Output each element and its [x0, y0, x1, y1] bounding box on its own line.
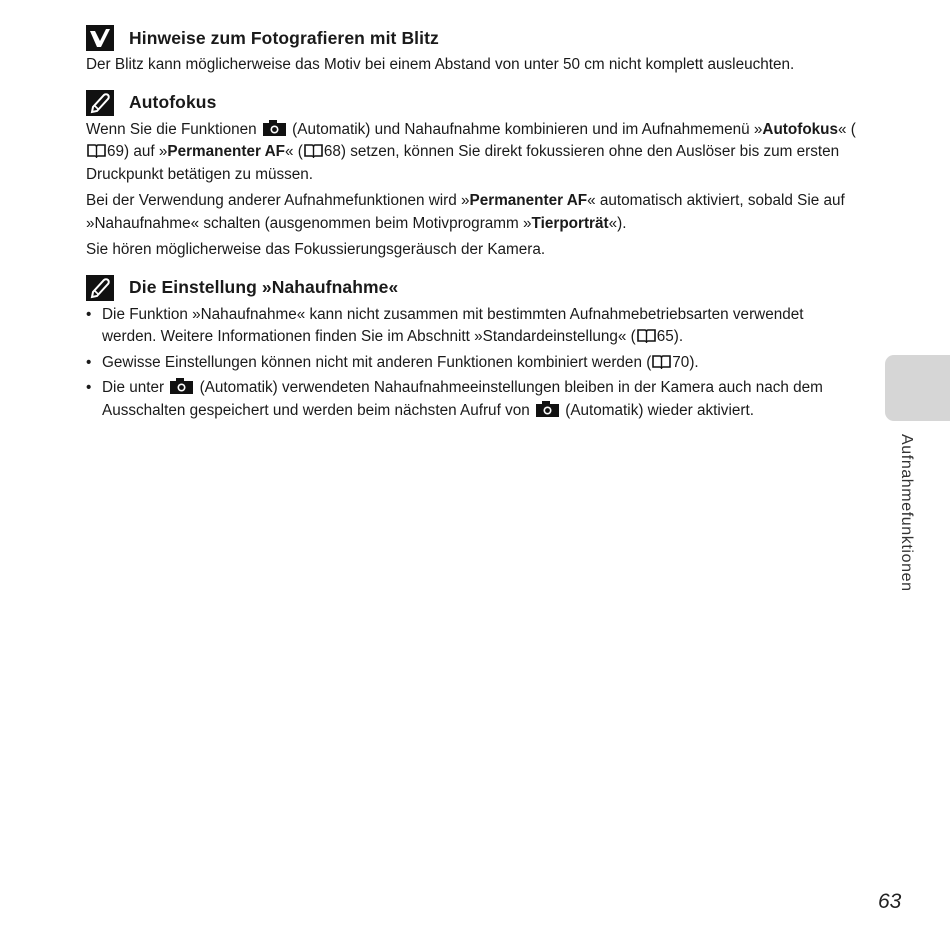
page-number: 63	[878, 890, 902, 913]
camera-icon	[263, 120, 286, 136]
camera-icon	[536, 401, 559, 417]
text-run: ).	[689, 353, 699, 371]
page-content	[86, 24, 862, 434]
paragraph: Sie hören möglicherweise das Fokussierungsgeräusch der Kamera.	[86, 241, 546, 258]
list-item	[86, 377, 862, 422]
section-title: Hinweise zum Fotografieren mit Blitz	[129, 27, 439, 48]
book-reference-icon	[652, 354, 671, 368]
bullet: •	[86, 379, 92, 396]
chapter-label: Aufnahmefunktionen	[898, 434, 915, 592]
section-autofocus	[86, 89, 862, 262]
menu-term: Autofokus	[762, 120, 839, 138]
section-heading	[86, 274, 862, 302]
book-reference-icon	[637, 328, 656, 342]
bullet: •	[86, 353, 92, 371]
text-run: « (	[285, 143, 303, 160]
section-title: Die Einstellung »Nahaufnahme«	[129, 277, 399, 297]
text-run: (Automatik) wieder aktiviert.	[565, 401, 754, 419]
book-reference-icon	[304, 143, 323, 157]
paragraph: Der Blitz kann möglicherweise das Motiv bei einem Abstand von unter 50 cm nicht komplett ausleuchten.	[86, 56, 795, 73]
list-item-text	[102, 377, 862, 422]
section-flash-notes	[86, 24, 862, 77]
chapter-tab[interactable]	[885, 355, 950, 421]
text-run: «).	[608, 214, 627, 232]
text-run: « automatisch aktiviert, sobald Sie auf »Nahaufnahme« schalten (ausgenommen beim Motivprogramm »	[86, 192, 845, 232]
text-run: ) setzen, können Sie direkt fokussieren ohne den Auslöser bis zum ersten Druckpunkt betätigen zu müssen.	[86, 143, 840, 183]
list-item	[86, 352, 862, 375]
section-title: Autofokus	[129, 92, 217, 112]
text-run: Gewisse Einstellungen können nicht mit anderen Funktionen kombiniert werden (	[102, 353, 652, 371]
text-run: (Automatik) verwendeten Nahaufnahmeeinstellungen bleiben in der Kamera auch nach dem Ausschalten gespeichert und werden beim nächsten Aufruf von	[102, 379, 823, 419]
paragraph	[86, 119, 862, 187]
page-reference[interactable]: 70	[672, 353, 690, 371]
pencil-note-icon	[86, 90, 114, 116]
text-run: Wenn Sie die Funktionen	[86, 120, 257, 138]
page-reference[interactable]: 65	[656, 328, 674, 345]
list-item	[86, 304, 862, 349]
paragraph	[86, 190, 862, 235]
text-run: ).	[673, 328, 684, 345]
text-run: Die Funktion »Nahaufnahme« kann nicht zusammen mit bestimmten Aufnahmebetriebsarten verwendet werden. Weitere Informationen finden Sie im Abschnitt »Standardeinstellung« (	[102, 305, 804, 345]
section-closeup-setting	[86, 274, 862, 423]
text-run: Bei der Verwendung anderer Aufnahmefunktionen wird »	[86, 192, 470, 209]
bullet: •	[86, 305, 92, 323]
text-run: Die unter	[102, 379, 165, 396]
page-reference[interactable]: 69	[107, 143, 125, 160]
text-run: (Automatik) und Nahaufnahme kombinieren und im Aufnahmemenü »	[292, 120, 763, 138]
section-heading	[86, 89, 862, 117]
list-item-text	[102, 304, 862, 349]
text-run: ) auf »	[124, 143, 168, 160]
section-heading	[86, 24, 862, 52]
menu-term: Permanenter AF	[167, 143, 285, 160]
text-run: « (	[838, 120, 856, 138]
menu-term: Tierporträt	[531, 214, 609, 232]
book-reference-icon	[87, 143, 106, 157]
checkmark-icon	[86, 25, 114, 51]
camera-icon	[170, 378, 193, 394]
pencil-note-icon	[86, 275, 114, 301]
page-reference[interactable]: 68	[323, 143, 341, 160]
list-item-text	[102, 352, 862, 375]
menu-term: Permanenter AF	[469, 192, 588, 209]
